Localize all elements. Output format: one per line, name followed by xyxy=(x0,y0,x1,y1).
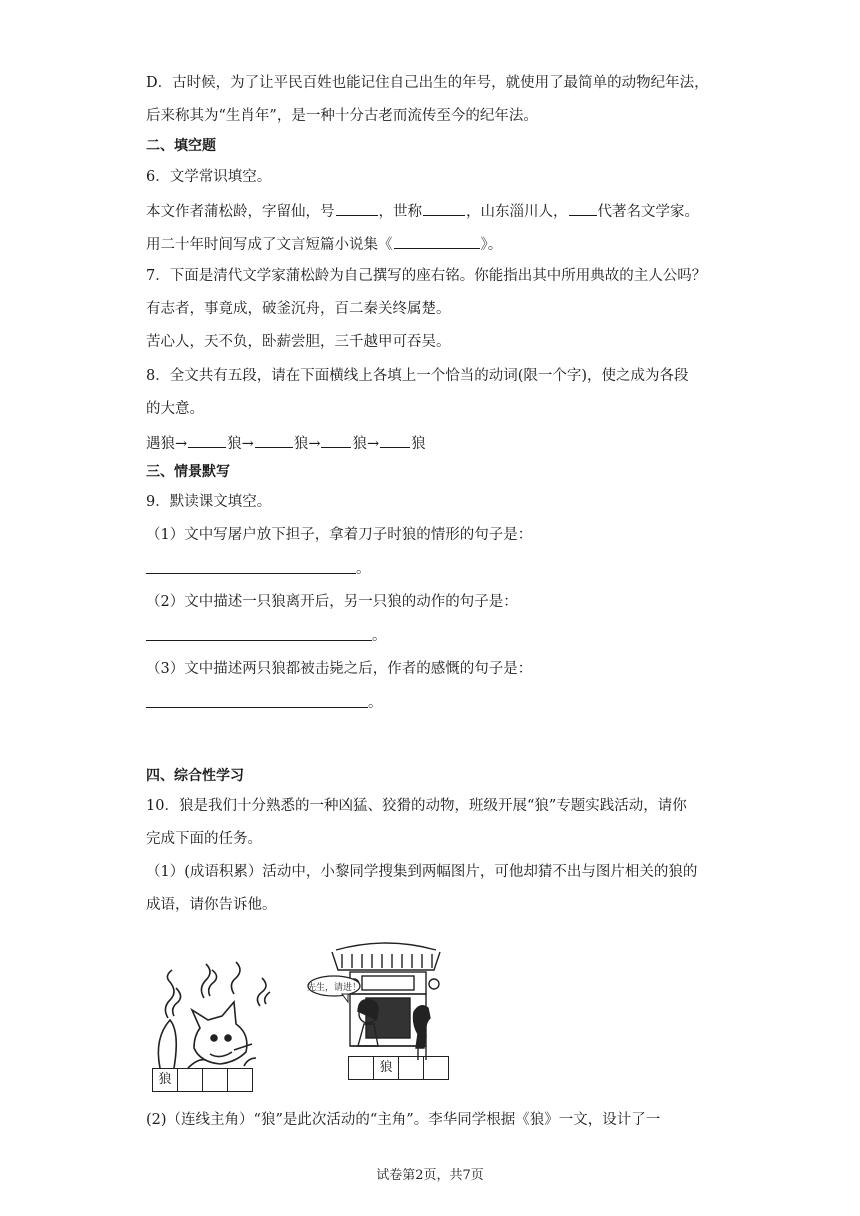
section-3-title: 三、情景默写 xyxy=(146,464,230,480)
seq-wolf: 狼 xyxy=(352,436,367,452)
q6-text-a: 本文作者蒲松龄，字留仙，号 xyxy=(146,204,335,220)
idiom-box-2: 狼 xyxy=(374,1056,399,1080)
q9-sub3: （3）文中描述两只狼都被击毙之后，作者的感慨的句子是： xyxy=(146,661,533,677)
q10-sub1-line1: （1）(成语积累）活动中，小黎同学搜集到两幅图片，可他却猜不出与图片相关的狼的 xyxy=(146,864,698,880)
q9-answer-line-3[interactable] xyxy=(146,707,368,708)
idiom-box-4[interactable] xyxy=(424,1056,449,1080)
q10-sub1-line2: 成语，请你告诉他。 xyxy=(146,897,277,913)
idiom-box-4[interactable] xyxy=(228,1068,253,1092)
speech-bubble-text: 先生，请进！ xyxy=(306,983,362,993)
blank-verb-4[interactable] xyxy=(321,432,351,448)
q6-text-d: 代著名文学家。 xyxy=(597,204,699,220)
q6-text-c: ，山东淄川人， xyxy=(466,204,568,220)
wolf-door-picture xyxy=(306,928,466,1094)
blank-verb-3[interactable] xyxy=(255,432,293,448)
blank-dynasty[interactable] xyxy=(569,200,597,216)
q6-line1 xyxy=(146,200,699,222)
section-4-title: 四、综合性学习 xyxy=(146,768,244,784)
seq-arrow: → xyxy=(241,436,254,452)
blank-book-title[interactable] xyxy=(394,233,480,249)
idiom-box-3[interactable] xyxy=(399,1056,424,1080)
q6-text-f: 》。 xyxy=(480,237,503,253)
option-d-line1: D．古时候，为了让平民百姓也能记住自己出生的年号，就使用了最简单的动物纪年法， xyxy=(146,75,709,91)
blank-verb-5[interactable] xyxy=(380,432,410,448)
idiom-box-1[interactable] xyxy=(348,1056,374,1080)
q7-stem: 7．下面是清代文学家蒲松龄为自己撰写的座右铭。你能指出其中所用典故的主人公吗？ xyxy=(146,268,707,284)
q9-sub1-end: 。 xyxy=(356,561,371,577)
blank-hao[interactable] xyxy=(336,200,378,216)
q10-stem-line2: 完成下面的任务。 xyxy=(146,831,262,847)
seq-wolf: 狼 xyxy=(293,436,309,452)
q7-line2: 苦心人，天不负，卧薪尝胆，三千越甲可吞吴。 xyxy=(146,334,451,350)
idiom-box-2[interactable] xyxy=(178,1068,203,1092)
q9-answer-line-1[interactable] xyxy=(146,573,356,574)
q9-sub2: （2）文中描述一只狼离开后，另一只狼的动作的句子是： xyxy=(146,594,518,610)
q8-stem-line1: 8．全文共有五段，请在下面横线上各填上一个恰当的动词(限一个字)，使之成为各段 xyxy=(146,368,689,384)
q6-stem: 6．文学常识填空。 xyxy=(146,169,272,185)
q10-sub2-line1: (2)（连线主角）“狼”是此次活动的“主角”。李华同学根据《狼》一文，设计了一 xyxy=(146,1112,661,1128)
idiom-box-3[interactable] xyxy=(203,1068,228,1092)
q9-sub2-end: 。 xyxy=(372,628,387,644)
seq-arrow: → xyxy=(308,436,321,452)
q8-sequence xyxy=(146,432,426,454)
q9-sub1: （1）文中写屠户放下担子，拿着刀子时狼的情形的句子是： xyxy=(146,527,533,543)
wolf-smoke-picture xyxy=(148,958,278,1094)
q9-sub3-end: 。 xyxy=(368,695,383,711)
q10-stem-line1: 10．狼是我们十分熟悉的一种凶猛、狡猾的动物，班级开展“狼”专题实践活动，请你 xyxy=(146,798,687,814)
section-2-title: 二、填空题 xyxy=(146,138,216,154)
blank-shicheng[interactable] xyxy=(423,200,465,216)
q7-line1: 有志者，事竟成，破釜沉舟，百二秦关终属楚。 xyxy=(146,301,451,317)
q6-line2 xyxy=(146,233,502,255)
blank-verb-2[interactable] xyxy=(188,432,226,448)
page-footer: 试卷第2页，共7页 xyxy=(376,1168,484,1183)
q6-text-b: ，世称 xyxy=(378,204,422,220)
seq-wolf: 狼 xyxy=(227,436,242,452)
idiom-box-1: 狼 xyxy=(152,1068,178,1092)
q6-text-e: 用二十年时间写成了文言短篇小说集《 xyxy=(146,237,393,253)
option-d-line2: 后来称其为“生肖年”，是一种十分古老而流传至今的纪年法。 xyxy=(146,108,538,124)
seq-start: 遇狼→ xyxy=(146,436,188,452)
pic1-idiom-boxes xyxy=(152,1068,253,1092)
seq-arrow: → xyxy=(366,436,380,452)
q9-stem: 9．默读课文填空。 xyxy=(146,494,272,510)
q9-answer-line-2[interactable] xyxy=(146,640,372,641)
q8-stem-line2: 的大意。 xyxy=(146,401,204,417)
seq-wolf: 狼 xyxy=(411,436,426,452)
pic2-idiom-boxes xyxy=(348,1056,449,1080)
